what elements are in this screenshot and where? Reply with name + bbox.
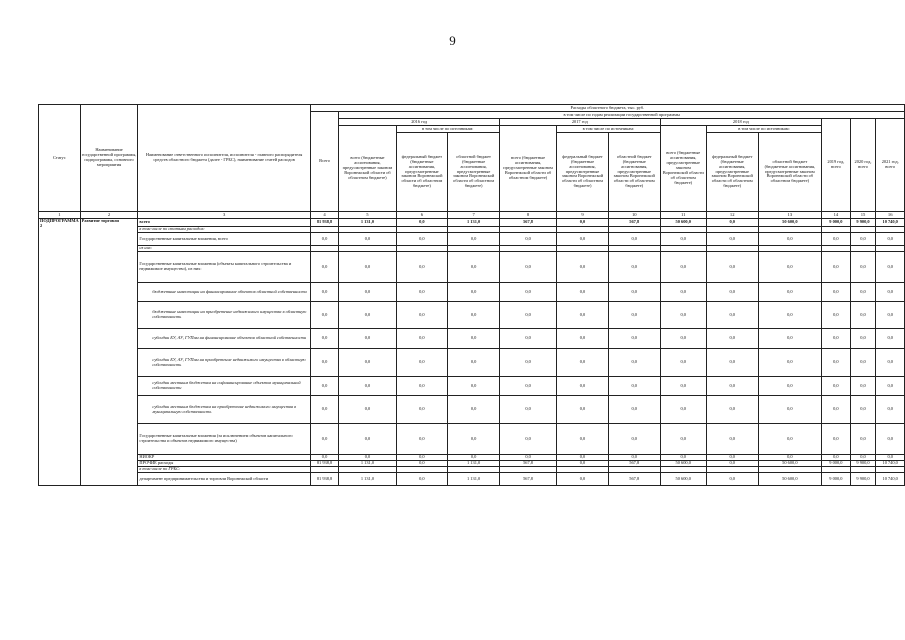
- value-cell: 0,0: [758, 455, 822, 461]
- table-row: [39, 219, 905, 227]
- table-row: [39, 283, 905, 302]
- value-cell: 0,0: [706, 283, 758, 302]
- value-cell: 0,0: [706, 349, 758, 377]
- value-cell: 0,0: [339, 377, 396, 396]
- row-label: субсидии местным бюджетам на софинансирование объектов муниципальной собственности: [138, 377, 310, 396]
- value-cell: 0,0: [660, 283, 706, 302]
- value-cell: 1 131,0: [339, 461, 396, 467]
- value-cell: 0,0: [339, 283, 396, 302]
- value-cell: 0,0: [850, 233, 876, 246]
- value-cell: 0,0: [608, 302, 660, 329]
- value-cell: 0,0: [608, 252, 660, 283]
- column-number: 11: [660, 212, 706, 219]
- column-number: 7: [448, 212, 500, 219]
- column-number: 14: [822, 212, 851, 219]
- row-label: НИОКР: [138, 455, 310, 461]
- value-cell: 0,0: [706, 377, 758, 396]
- value-cell: 0,0: [876, 396, 905, 424]
- value-cell: 0,0: [310, 302, 339, 329]
- value-cell: 0,0: [850, 349, 876, 377]
- column-number: 6: [396, 212, 448, 219]
- value-cell: 0,0: [310, 396, 339, 424]
- value-cell: 0,0: [706, 252, 758, 283]
- header-2017-total: всего (бюджетные ассигнования, предусмотренные законом Воронежской области об областном бюджете): [499, 126, 556, 212]
- value-cell: 0,0: [396, 329, 448, 349]
- value-cell: 0,0: [396, 473, 448, 486]
- table-row: [39, 233, 905, 246]
- value-cell: 50 600,0: [758, 461, 822, 467]
- value-cell: 0,0: [310, 349, 339, 377]
- value-cell: 0,0: [876, 233, 905, 246]
- header-2018-regional: областной бюджет (бюджетные ассигнования, предусмотренные законом Воронежской области об областном бюджете): [758, 133, 822, 212]
- table-row: [39, 473, 905, 486]
- row-label: Государственные капитальные вложения (объекты капитального строительства и недвижимое имущество), из них:: [138, 252, 310, 283]
- value-cell: 0,0: [310, 329, 339, 349]
- value-cell: 0,0: [876, 252, 905, 283]
- header-2016-regional: областной бюджет (бюджетные ассигнования, предусмотренные законом Воронежской области об областном бюджете): [448, 133, 500, 212]
- value-cell: 0,0: [557, 455, 609, 461]
- value-cell: 0,0: [608, 455, 660, 461]
- table-row: [39, 396, 905, 424]
- value-cell: 9 900,0: [850, 219, 876, 227]
- value-cell: 0,0: [660, 349, 706, 377]
- program-cell: Развитие торговли: [80, 219, 138, 486]
- value-cell: 0,0: [310, 455, 339, 461]
- value-cell: 0,0: [396, 233, 448, 246]
- value-cell: 0,0: [876, 455, 905, 461]
- value-cell: 0,0: [706, 233, 758, 246]
- value-cell: 0,0: [758, 377, 822, 396]
- value-cell: 0,0: [557, 377, 609, 396]
- value-cell: 0,0: [660, 377, 706, 396]
- row-label: ПРОЧИЕ расходы: [138, 461, 310, 467]
- value-cell: 0,0: [339, 233, 396, 246]
- value-cell: 0,0: [608, 349, 660, 377]
- value-cell: 567,8: [608, 461, 660, 467]
- value-cell: 0,0: [758, 283, 822, 302]
- header-program: Наименование государственной программы, подпрограммы, основного мероприятия: [80, 105, 138, 212]
- value-cell: 0,0: [557, 349, 609, 377]
- value-cell: 0,0: [706, 302, 758, 329]
- expenses-table: [38, 104, 905, 486]
- value-cell: 50 600,0: [660, 473, 706, 486]
- value-cell: 567,8: [499, 219, 556, 227]
- header-year-2021: 2021 год, всего: [876, 119, 905, 212]
- value-cell: 81 938,8: [310, 473, 339, 486]
- row-label: субсидии БУ, АУ, ГУПам на финансирование объектов областной собственности: [138, 329, 310, 349]
- value-cell: 0,0: [850, 329, 876, 349]
- value-cell: 0,0: [822, 396, 851, 424]
- value-cell: 0,0: [396, 377, 448, 396]
- value-cell: 50 600,0: [758, 219, 822, 227]
- value-cell: 0,0: [850, 302, 876, 329]
- header-year-2017: 2017 год: [499, 119, 660, 126]
- value-cell: 0,0: [822, 329, 851, 349]
- row-label: бюджетные инвестиции на финансирование объектов областной собственности: [138, 283, 310, 302]
- value-cell: 567,8: [499, 461, 556, 467]
- header-2017-federal: федеральный бюджет (бюджетные ассигнования, предусмотренные законом Воронежской области об областном бюджете): [557, 133, 609, 212]
- header-total: Всего: [310, 112, 339, 212]
- value-cell: 0,0: [448, 377, 500, 396]
- value-cell: 0,0: [557, 283, 609, 302]
- value-cell: 0,0: [310, 283, 339, 302]
- value-cell: 0,0: [660, 455, 706, 461]
- value-cell: 0,0: [758, 233, 822, 246]
- value-cell: 0,0: [660, 233, 706, 246]
- column-number: 1: [39, 212, 81, 219]
- column-number: 13: [758, 212, 822, 219]
- value-cell: 0,0: [608, 377, 660, 396]
- value-cell: 50 600,0: [660, 219, 706, 227]
- value-cell: 0,0: [448, 349, 500, 377]
- value-cell: 0,0: [310, 252, 339, 283]
- value-cell: 0,0: [499, 233, 556, 246]
- value-cell: 0,0: [876, 424, 905, 455]
- value-cell: 0,0: [758, 252, 822, 283]
- value-cell: 0,0: [557, 461, 609, 467]
- value-cell: 0,0: [339, 455, 396, 461]
- value-cell: 0,0: [448, 396, 500, 424]
- value-cell: 1 131,0: [339, 473, 396, 486]
- value-cell: 567,8: [608, 473, 660, 486]
- row-label: Государственные капитальные вложения, всего: [138, 233, 310, 246]
- value-cell: 10 740,0: [876, 219, 905, 227]
- value-cell: 0,0: [396, 461, 448, 467]
- value-cell: 0,0: [850, 455, 876, 461]
- value-cell: 0,0: [557, 302, 609, 329]
- value-cell: 0,0: [706, 329, 758, 349]
- header-expenses-title: Расходы областного бюджета, тыс. руб.: [310, 105, 904, 112]
- value-cell: 0,0: [339, 396, 396, 424]
- value-cell: 50 600,0: [660, 461, 706, 467]
- value-cell: 0,0: [396, 424, 448, 455]
- header-2018-sources: в том числе по источникам:: [706, 126, 821, 133]
- value-cell: 0,0: [396, 252, 448, 283]
- value-cell: 0,0: [608, 233, 660, 246]
- table-row: [39, 329, 905, 349]
- value-cell: 0,0: [758, 329, 822, 349]
- value-cell: 0,0: [396, 455, 448, 461]
- status-cell: ПОДПРОГРАММА 2: [39, 219, 81, 486]
- value-cell: 0,0: [850, 283, 876, 302]
- value-cell: 50 600,0: [758, 473, 822, 486]
- table-row: [39, 252, 905, 283]
- value-cell: 9 000,0: [822, 473, 851, 486]
- value-cell: 0,0: [822, 233, 851, 246]
- value-cell: 0,0: [608, 283, 660, 302]
- value-cell: 0,0: [608, 396, 660, 424]
- value-cell: 0,0: [660, 424, 706, 455]
- header-2016-total: всего (бюджетные ассигнования, предусмотренные законом Воронежской области об областном бюджете): [339, 126, 396, 212]
- column-number-row: [39, 212, 905, 219]
- row-label: в том числе по статьям расходов:: [138, 227, 310, 233]
- value-cell: 0,0: [706, 473, 758, 486]
- value-cell: 9 900,0: [850, 473, 876, 486]
- value-cell: 567,8: [608, 219, 660, 227]
- row-label: в том числе по ГРБС:: [138, 467, 310, 473]
- value-cell: 1 131,0: [448, 473, 500, 486]
- value-cell: 0,0: [557, 252, 609, 283]
- value-cell: 0,0: [876, 283, 905, 302]
- row-label: департамент предпринимательства и торговли Воронежской области: [138, 473, 310, 486]
- value-cell: 1 131,0: [339, 219, 396, 227]
- value-cell: 0,0: [448, 329, 500, 349]
- row-label: субсидии местным бюджетам на приобретение недвижимого имущества в муниципальную собственность: [138, 396, 310, 424]
- value-cell: 0,0: [758, 396, 822, 424]
- header-year-2019: 2019 год, всего: [822, 119, 851, 212]
- value-cell: 0,0: [608, 329, 660, 349]
- value-cell: 0,0: [339, 349, 396, 377]
- column-number: 10: [608, 212, 660, 219]
- value-cell: 0,0: [448, 252, 500, 283]
- value-cell: 0,0: [310, 424, 339, 455]
- value-cell: 1 131,0: [448, 461, 500, 467]
- column-number: 12: [706, 212, 758, 219]
- header-year-2020: 2020 год, всего: [850, 119, 876, 212]
- row-label: бюджетные инвестиции на приобретение недвижимого имущества в областную собственность: [138, 302, 310, 329]
- value-cell: 0,0: [660, 252, 706, 283]
- value-cell: 0,0: [850, 424, 876, 455]
- value-cell: 0,0: [876, 302, 905, 329]
- page-number: 9: [449, 33, 456, 48]
- header-executor: Наименование ответственного исполнителя, исполнителя - главного распорядителя средств областного бюджета (далее - ГРБС), наименование статей расходов: [138, 105, 310, 212]
- header-2017-sources: в том числе по источникам:: [557, 126, 660, 133]
- table-row: [39, 424, 905, 455]
- value-cell: 0,0: [758, 302, 822, 329]
- value-cell: 567,8: [499, 473, 556, 486]
- column-number: 2: [80, 212, 138, 219]
- value-cell: 0,0: [448, 455, 500, 461]
- header-status: Статус: [39, 105, 81, 212]
- value-cell: 0,0: [396, 219, 448, 227]
- value-cell: 0,0: [557, 233, 609, 246]
- value-cell: 0,0: [499, 329, 556, 349]
- table-row: [39, 349, 905, 377]
- value-cell: 0,0: [758, 424, 822, 455]
- value-cell: 0,0: [706, 396, 758, 424]
- value-cell: 9 000,0: [822, 461, 851, 467]
- value-cell: 0,0: [706, 455, 758, 461]
- value-cell: 0,0: [310, 377, 339, 396]
- value-cell: 0,0: [660, 396, 706, 424]
- value-cell: 0,0: [499, 302, 556, 329]
- value-cell: 0,0: [396, 283, 448, 302]
- value-cell: 0,0: [850, 396, 876, 424]
- value-cell: 81 938,8: [310, 219, 339, 227]
- row-label: всего: [138, 219, 310, 227]
- value-cell: 10 740,0: [876, 461, 905, 467]
- header-2016-federal: федеральный бюджет (бюджетные ассигнования, предусмотренные законом Воронежской области об областном бюджете): [396, 133, 448, 212]
- value-cell: 0,0: [850, 252, 876, 283]
- table-row: [39, 377, 905, 396]
- value-cell: 0,0: [822, 455, 851, 461]
- value-cell: 0,0: [822, 377, 851, 396]
- value-cell: 0,0: [499, 377, 556, 396]
- value-cell: 0,0: [706, 219, 758, 227]
- value-cell: 0,0: [660, 329, 706, 349]
- column-number: 4: [310, 212, 339, 219]
- value-cell: 0,0: [876, 377, 905, 396]
- value-cell: 0,0: [448, 302, 500, 329]
- header-2018-federal: федеральный бюджет (бюджетные ассигнования, предусмотренные законом Воронежской области об областном бюджете): [706, 133, 758, 212]
- row-label: субсидии БУ, АУ, ГУПам на приобретение недвижимого имущества в областную собственность: [138, 349, 310, 377]
- value-cell: 0,0: [876, 329, 905, 349]
- value-cell: 0,0: [396, 302, 448, 329]
- value-cell: 0,0: [499, 396, 556, 424]
- value-cell: 0,0: [557, 219, 609, 227]
- value-cell: 0,0: [499, 252, 556, 283]
- value-cell: 0,0: [396, 396, 448, 424]
- header-2017-regional: областной бюджет (бюджетные ассигнования, предусмотренные законом Воронежской области об областном бюджете): [608, 133, 660, 212]
- value-cell: 0,0: [448, 233, 500, 246]
- value-cell: 0,0: [706, 424, 758, 455]
- value-cell: 0,0: [499, 455, 556, 461]
- row-label: Государственные капитальные вложения (за исключением объектов капитального строительства и объектов недвижимого имущества): [138, 424, 310, 455]
- column-number: 15: [850, 212, 876, 219]
- value-cell: 0,0: [339, 302, 396, 329]
- column-number: 16: [876, 212, 905, 219]
- value-cell: 0,0: [339, 329, 396, 349]
- column-number: 9: [557, 212, 609, 219]
- value-cell: 0,0: [557, 424, 609, 455]
- header-2016-sources: в том числе по источникам:: [396, 126, 499, 133]
- value-cell: 9 000,0: [822, 219, 851, 227]
- value-cell: 0,0: [499, 283, 556, 302]
- value-cell: 0,0: [339, 424, 396, 455]
- value-cell: 10 740,0: [876, 473, 905, 486]
- value-cell: 0,0: [822, 283, 851, 302]
- value-cell: 1 131,0: [448, 219, 500, 227]
- value-cell: 0,0: [448, 283, 500, 302]
- table-row: [39, 302, 905, 329]
- value-cell: 9 900,0: [850, 461, 876, 467]
- header-expenses-sub: в том числе по годам реализации государственной программы: [339, 112, 905, 119]
- value-cell: 0,0: [557, 329, 609, 349]
- header-2018-total: всего (бюджетные ассигнования, предусмотренные законом Воронежской области об областном бюджете): [660, 126, 706, 212]
- value-cell: 0,0: [822, 252, 851, 283]
- value-cell: 0,0: [499, 349, 556, 377]
- column-number: 3: [138, 212, 310, 219]
- row-label: из них:: [138, 246, 310, 252]
- value-cell: 0,0: [339, 252, 396, 283]
- value-cell: 0,0: [557, 396, 609, 424]
- value-cell: 0,0: [448, 424, 500, 455]
- value-cell: 0,0: [850, 377, 876, 396]
- value-cell: 81 938,8: [310, 461, 339, 467]
- value-cell: 0,0: [557, 473, 609, 486]
- column-number: 5: [339, 212, 396, 219]
- header-year-2018: 2018 год: [660, 119, 822, 126]
- value-cell: 0,0: [822, 302, 851, 329]
- value-cell: 0,0: [822, 349, 851, 377]
- value-cell: 0,0: [660, 302, 706, 329]
- value-cell: 0,0: [758, 349, 822, 377]
- value-cell: 0,0: [396, 349, 448, 377]
- header-year-2016: 2016 год: [339, 119, 500, 126]
- value-cell: 0,0: [876, 349, 905, 377]
- value-cell: 0,0: [499, 424, 556, 455]
- value-cell: 0,0: [822, 424, 851, 455]
- value-cell: 0,0: [608, 424, 660, 455]
- column-number: 8: [499, 212, 556, 219]
- value-cell: 0,0: [310, 233, 339, 246]
- value-cell: 0,0: [706, 461, 758, 467]
